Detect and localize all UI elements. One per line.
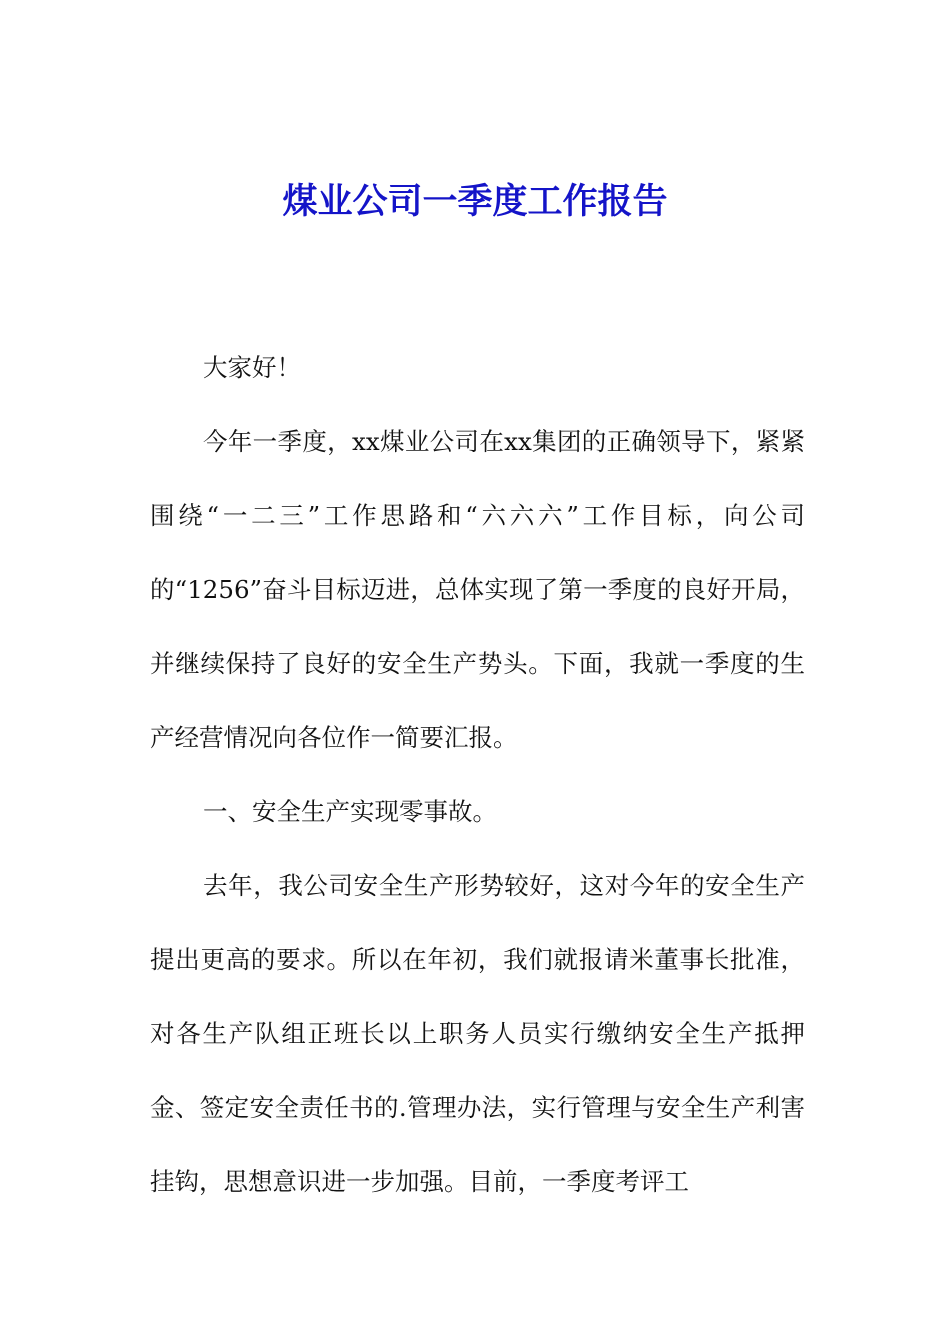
section-heading-safety: 一、安全生产实现零事故。 xyxy=(203,797,497,826)
document-title: 煤业公司一季度工作报告 xyxy=(282,181,668,222)
paragraph-safety: 去年，我公司安全生产形势较好，这对今年的安全生产提出更高的要求。所以在年初，我们就报请米董事长批准，对各生产队组正班长以上职务人员实行缴纳安全生产抵押金、签定安全责任书的.管理办法，实行管理与安全生产利害挂钩，思想意识进一步加强。目前，一季度考评工 xyxy=(150,871,805,1196)
paragraph-greeting: 大家好！ xyxy=(203,353,301,382)
document-body xyxy=(150,331,805,1219)
paragraph-intro: 今年一季度，xx煤业公司在xx集团的正确领导下，紧紧围绕“一二三”工作思路和“六六六”工作目标，向公司的“1256”奋斗目标迈进，总体实现了第一季度的良好开局，并继续保持了良好的安全生产势头。下面，我就一季度的生产经营情况向各位作一简要汇报。 xyxy=(150,427,805,752)
